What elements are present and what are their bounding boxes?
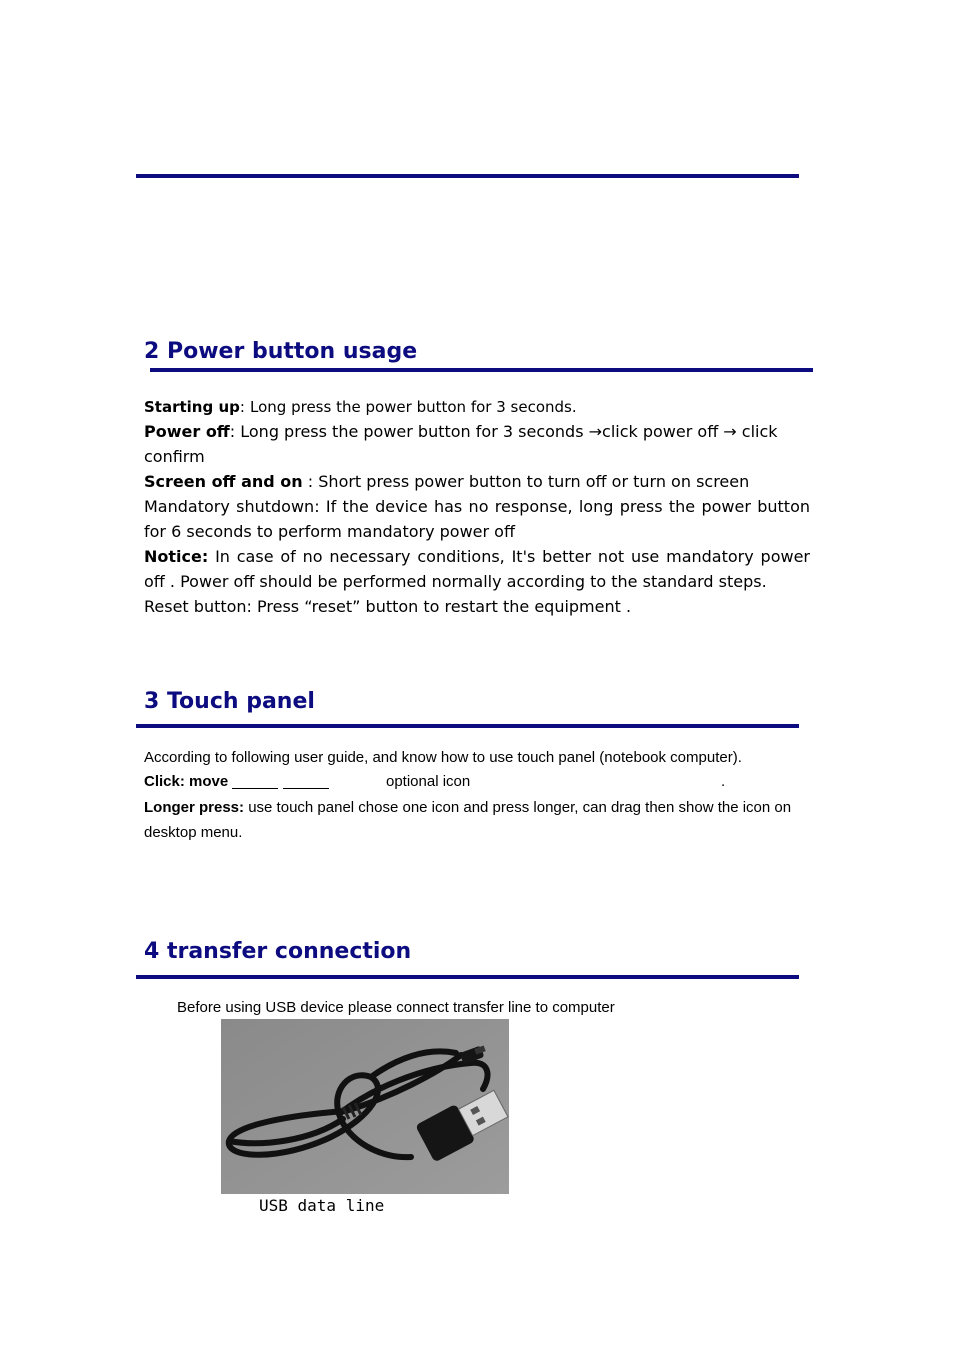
starting-up-paragraph bbox=[144, 394, 810, 420]
screen-text: Short press power button to turn off or turn on screen bbox=[318, 472, 750, 491]
section-2-heading: 2 Power button usage bbox=[144, 339, 418, 364]
mandatory-paragraph: Mandatory shutdown: If the device has no response, long press the power button for 6 seconds to perform mandatory power off bbox=[144, 497, 810, 541]
starting-up-sep: : bbox=[239, 398, 245, 416]
starting-up-label: Starting up bbox=[144, 398, 240, 416]
top-rule bbox=[136, 174, 799, 178]
usb-cable-photo bbox=[221, 1019, 509, 1194]
touch-intro: According to following user guide, and know how to use touch panel (notebook computer). bbox=[144, 749, 742, 766]
longer-press-text: use touch panel chose one icon and press longer, can drag then show the icon on desktop menu. bbox=[144, 799, 792, 841]
longer-press-label: Longer press: bbox=[144, 799, 245, 816]
starting-up-text: Long press the power button for 3 seconds. bbox=[250, 398, 577, 416]
power-off-label: Power off bbox=[144, 422, 230, 441]
screen-label: Screen off and on bbox=[144, 472, 303, 491]
section-4-rule bbox=[136, 975, 799, 979]
click-end: . bbox=[721, 773, 726, 790]
power-off-text: Long press the power button for 3 seconds →click power off → click confirm bbox=[144, 422, 778, 466]
transfer-intro: Before using USB device please connect transfer line to computer bbox=[177, 999, 615, 1016]
section-2-rule bbox=[150, 368, 813, 372]
power-off-paragraph bbox=[144, 419, 810, 469]
notice-paragraph bbox=[144, 544, 810, 594]
screen-paragraph bbox=[144, 469, 810, 494]
blank-line-2 bbox=[283, 772, 329, 789]
notice-label: Notice: bbox=[144, 547, 209, 566]
section-3-heading: 3 Touch panel bbox=[144, 689, 315, 714]
power-off-sep: : bbox=[229, 422, 236, 441]
longer-press-paragraph bbox=[144, 795, 812, 845]
reset-paragraph: Reset button: Press “reset” button to restart the equipment . bbox=[144, 597, 632, 616]
usb-cable-illustration bbox=[221, 1019, 509, 1194]
section-4-heading: 4 transfer connection bbox=[144, 939, 412, 964]
photo-caption: USB data line bbox=[259, 1196, 385, 1215]
blank-line-1 bbox=[232, 772, 278, 789]
section-3-rule bbox=[136, 724, 799, 728]
click-label: Click: move bbox=[144, 773, 229, 790]
click-text: optional icon bbox=[386, 773, 471, 790]
notice-text: In case of no necessary conditions, It's better not use mandatory power off . Power off should be performed normally according to the standard steps. bbox=[144, 547, 810, 591]
screen-sep: : bbox=[302, 472, 314, 491]
